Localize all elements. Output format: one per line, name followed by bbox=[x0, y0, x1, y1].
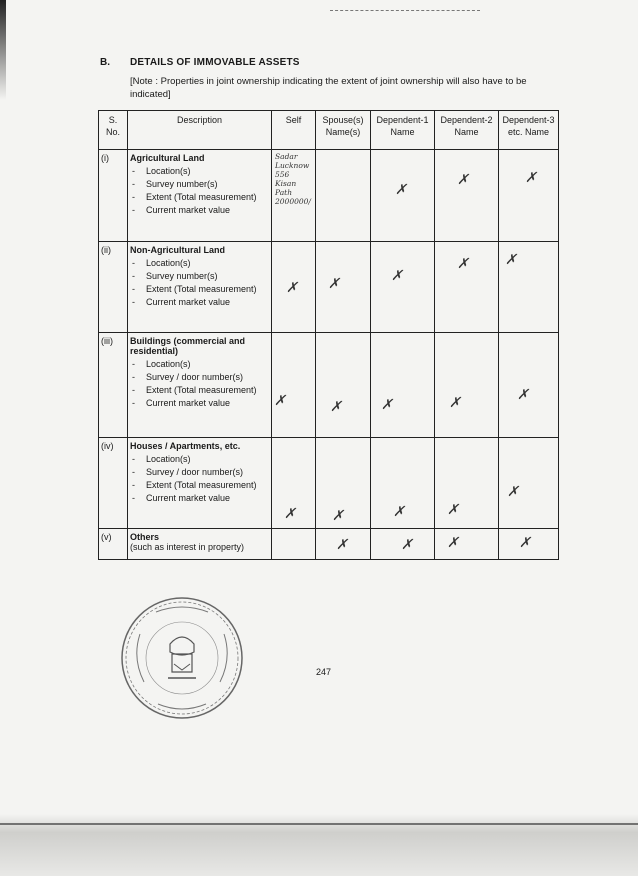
immovable-assets-table bbox=[98, 110, 559, 560]
list-item: - Current market value bbox=[130, 397, 269, 410]
cell-dependent-2 bbox=[435, 242, 499, 333]
section-note: [Note : Properties in joint ownership indicating the extent of joint ownership will also have to be indicated] bbox=[130, 76, 527, 100]
cross-mark-icon: ✗ bbox=[286, 280, 298, 296]
list-item: - Extent (Total measurement) bbox=[130, 479, 269, 492]
page-number: 247 bbox=[316, 667, 332, 677]
cell-dependent-3 bbox=[499, 529, 559, 560]
cross-mark-icon: ✗ bbox=[274, 393, 286, 409]
row-category: Agricultural Land bbox=[130, 153, 205, 163]
cross-mark-icon: ✗ bbox=[525, 170, 537, 186]
cross-mark-icon: ✗ bbox=[330, 399, 342, 415]
handwritten-line: 556 bbox=[275, 170, 290, 179]
cell-dependent-1 bbox=[371, 529, 435, 560]
cell-self bbox=[272, 333, 316, 438]
cell-dependent-1 bbox=[371, 150, 435, 242]
cross-mark-icon: ✗ bbox=[391, 268, 403, 284]
cell-dependent-1 bbox=[371, 242, 435, 333]
cell-dependent-2 bbox=[435, 333, 499, 438]
handwritten-line: Kisan bbox=[275, 179, 297, 188]
row-description bbox=[128, 438, 272, 529]
header-dependent-2: Dependent-2 Name bbox=[435, 111, 499, 150]
section-title: DETAILS OF IMMOVABLE ASSETS bbox=[130, 57, 300, 68]
row-sno: (i) bbox=[99, 150, 128, 242]
header-spouse: Spouse(s) Name(s) bbox=[316, 111, 371, 150]
scan-artifact-dashes bbox=[330, 10, 480, 15]
cross-mark-icon: ✗ bbox=[328, 276, 340, 292]
list-item: - Extent (Total measurement) bbox=[130, 384, 269, 397]
list-item: - Current market value bbox=[130, 296, 269, 309]
list-item: - Survey number(s) bbox=[130, 270, 269, 283]
row-description bbox=[128, 529, 272, 560]
cross-mark-icon: ✗ bbox=[447, 502, 459, 518]
cell-dependent-3 bbox=[499, 438, 559, 529]
row-description bbox=[128, 242, 272, 333]
list-item: - Extent (Total measurement) bbox=[130, 283, 269, 296]
cell-dependent-3 bbox=[499, 242, 559, 333]
cell-dependent-2 bbox=[435, 438, 499, 529]
table-row bbox=[99, 438, 559, 529]
header-self: Self bbox=[272, 111, 316, 150]
row-description bbox=[128, 333, 272, 438]
list-item: - Current market value bbox=[130, 204, 269, 217]
handwritten-line: Lucknow bbox=[275, 161, 310, 170]
cross-mark-icon: ✗ bbox=[395, 182, 407, 198]
row-category: Houses / Apartments, etc. bbox=[130, 441, 241, 451]
row-sno: (iv) bbox=[99, 438, 128, 529]
cross-mark-icon: ✗ bbox=[517, 387, 529, 403]
cell-spouse bbox=[316, 529, 371, 560]
row-sno: (iii) bbox=[99, 333, 128, 438]
cross-mark-icon: ✗ bbox=[449, 395, 461, 411]
row-sno: (ii) bbox=[99, 242, 128, 333]
cell-spouse bbox=[316, 438, 371, 529]
cross-mark-icon: ✗ bbox=[393, 504, 405, 520]
scan-artifact-line bbox=[0, 823, 638, 825]
handwritten-line: Sadar bbox=[275, 152, 298, 161]
cross-mark-icon: ✗ bbox=[505, 252, 517, 268]
row-category-sub: (such as interest in property) bbox=[130, 542, 245, 552]
cross-mark-icon: ✗ bbox=[447, 535, 459, 551]
cell-self bbox=[272, 438, 316, 529]
list-item: - Location(s) bbox=[130, 165, 269, 178]
list-item: - Extent (Total measurement) bbox=[130, 191, 269, 204]
cross-mark-icon: ✗ bbox=[507, 484, 519, 500]
cell-spouse bbox=[316, 242, 371, 333]
cell-spouse bbox=[316, 333, 371, 438]
cell-self bbox=[272, 529, 316, 560]
header-dependent-3: Dependent-3 etc. Name bbox=[499, 111, 559, 150]
cross-mark-icon: ✗ bbox=[332, 508, 344, 524]
row-sno: (v) bbox=[99, 529, 128, 560]
row-category: Others bbox=[130, 532, 160, 542]
list-item: - Location(s) bbox=[130, 358, 269, 371]
cross-mark-icon: ✗ bbox=[381, 397, 393, 413]
header-sno: S. No. bbox=[99, 111, 128, 150]
row-description bbox=[128, 150, 272, 242]
list-item: - Location(s) bbox=[130, 453, 269, 466]
cell-spouse bbox=[316, 150, 371, 242]
section-letter: B. bbox=[100, 57, 110, 68]
list-item: - Survey / door number(s) bbox=[130, 371, 269, 384]
cell-dependent-1 bbox=[371, 438, 435, 529]
cell-dependent-1 bbox=[371, 333, 435, 438]
cell-dependent-3 bbox=[499, 150, 559, 242]
header-description: Description bbox=[128, 111, 272, 150]
cross-mark-icon: ✗ bbox=[284, 506, 296, 522]
cross-mark-icon: ✗ bbox=[336, 537, 348, 553]
table-row bbox=[99, 150, 559, 242]
handwritten-line: 2000000/ bbox=[275, 197, 311, 206]
table-row bbox=[99, 242, 559, 333]
cross-mark-icon: ✗ bbox=[401, 537, 413, 553]
list-item: - Current market value bbox=[130, 492, 269, 505]
row-category: Non-Agricultural Land bbox=[130, 245, 225, 255]
table-row bbox=[99, 333, 559, 438]
cross-mark-icon: ✗ bbox=[519, 535, 531, 551]
row-category: Buildings (commercial and residential) bbox=[130, 336, 246, 356]
cross-mark-icon: ✗ bbox=[457, 256, 469, 272]
cell-dependent-2 bbox=[435, 150, 499, 242]
cell-self bbox=[272, 150, 316, 242]
handwritten-line: Path bbox=[275, 188, 293, 197]
list-item: - Survey number(s) bbox=[130, 178, 269, 191]
scan-edge-left bbox=[0, 0, 6, 100]
list-item: - Survey / door number(s) bbox=[130, 466, 269, 479]
cross-mark-icon: ✗ bbox=[457, 172, 469, 188]
cell-self bbox=[272, 242, 316, 333]
table-row bbox=[99, 529, 559, 560]
header-dependent-1: Dependent-1 Name bbox=[371, 111, 435, 150]
cell-dependent-2 bbox=[435, 529, 499, 560]
cell-dependent-3 bbox=[499, 333, 559, 438]
list-item: - Location(s) bbox=[130, 257, 269, 270]
table-header-row bbox=[99, 111, 559, 150]
official-seal-icon bbox=[118, 594, 246, 722]
